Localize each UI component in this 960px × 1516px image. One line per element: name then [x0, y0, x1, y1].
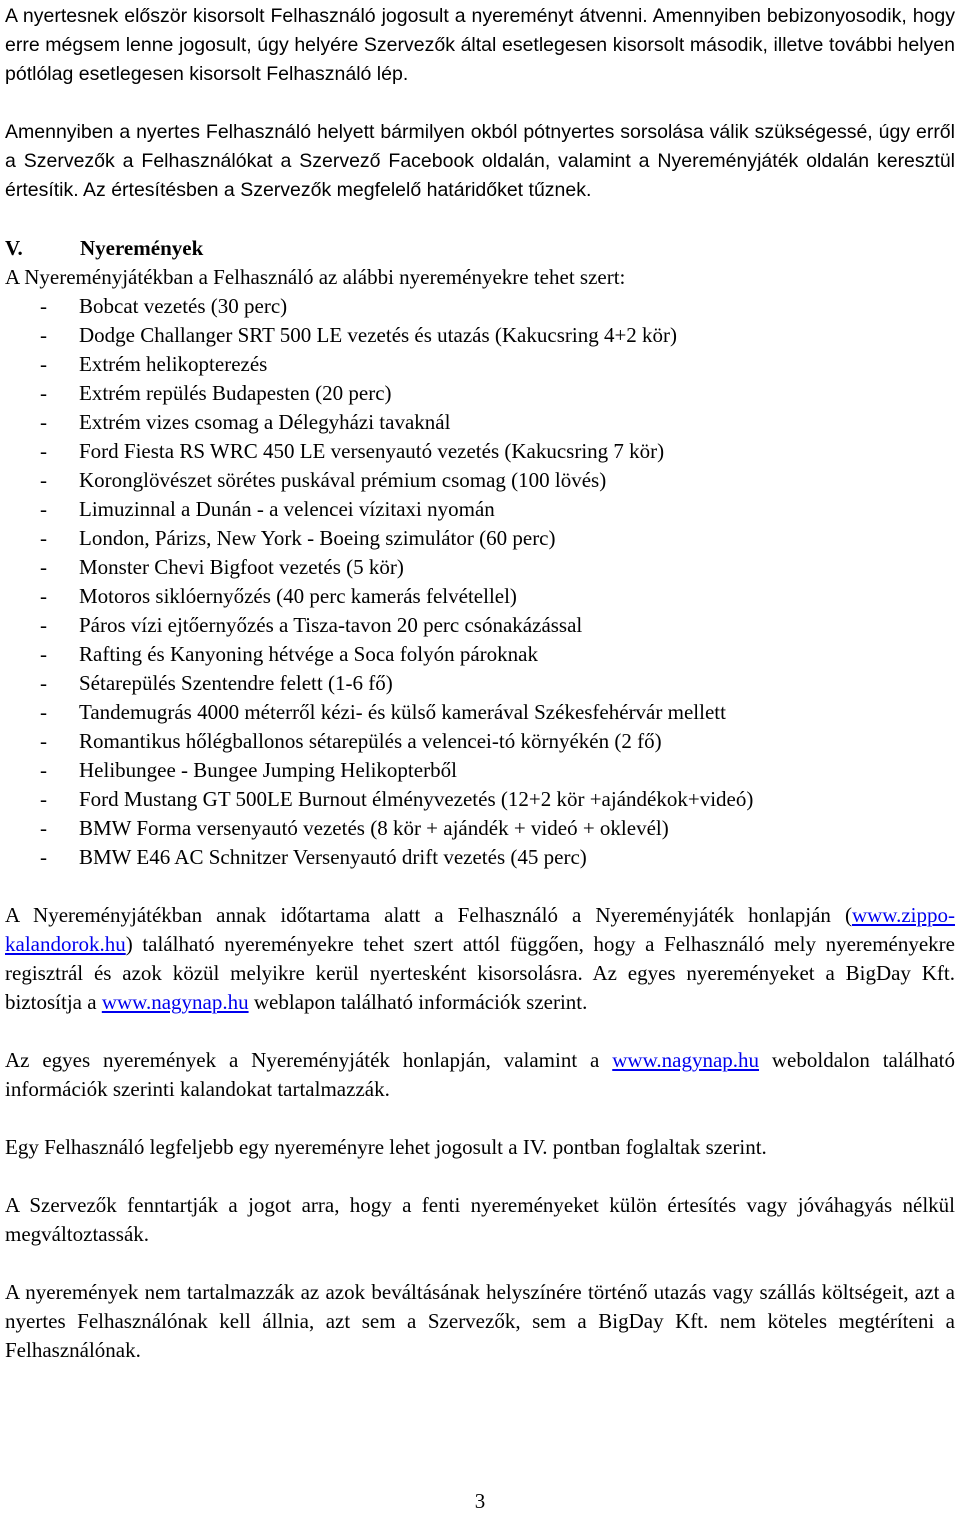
prize-label: Koronglövészet sörétes puskával prémium csomag (100 lövés) — [79, 468, 607, 492]
paragraph-one-prize-limit: Egy Felhasználó legfeljebb egy nyereményre lehet jogosult a IV. pontban foglaltak szerint. — [5, 1135, 767, 1159]
prize-item — [5, 843, 955, 872]
list-dash: - — [40, 845, 47, 869]
prize-item — [5, 553, 955, 582]
nagynap-link[interactable]: www.nagynap.hu — [612, 1048, 760, 1072]
prize-item — [5, 785, 955, 814]
list-dash: - — [40, 555, 47, 579]
prize-item — [5, 698, 955, 727]
spacer — [5, 89, 955, 118]
page-number: 3 — [474, 1489, 486, 1513]
spacer — [5, 872, 955, 901]
prize-label: Extrém helikopterezés — [79, 352, 268, 376]
prize-label: Romantikus hőlégballonos sétarepülés a velencei-tó környékén (2 fő) — [79, 729, 662, 753]
paragraph-winner-eligibility: A nyertesnek először kisorsolt Felhasználó jogosult a nyereményt átvenni. Amennyiben bebizonyosodik, hogy erre mégsem lenne jogosult, úgy helyére Szervezők által esetlegesen kisorsolt második, illetve további helyen pótlólag esetlegesen kisorsolt Felhasználó lép. — [5, 5, 955, 85]
spacer — [5, 205, 955, 234]
prize-label: Extrém repülés Budapesten (20 perc) — [79, 381, 392, 405]
prize-label: Sétarepülés Szentendre felett (1-6 fő) — [79, 671, 393, 695]
list-dash: - — [40, 497, 47, 521]
paragraph-adventures — [5, 1046, 955, 1104]
paragraph-prize-registration — [5, 901, 955, 1017]
section-heading — [5, 234, 955, 263]
prize-item — [5, 466, 955, 495]
prize-item — [5, 756, 955, 785]
paragraph-organizer-rights: A Szervezők fenntartják a jogot arra, hogy a fenti nyereményeket külön értesítés vagy jóváhagyás nélkül megváltoztassák. — [5, 1193, 955, 1246]
paragraph-travel-costs: A nyeremények nem tartalmazzák az azok beváltásának helyszínére történő utazás vagy szállás költségeit, azt a nyertes Felhasználónak kell állnia, azt sem a Szervezők, sem a BigDay Kft. nem köteles megtéríteni a Felhasználónak. — [5, 1280, 955, 1362]
list-dash: - — [40, 410, 47, 434]
prize-item — [5, 669, 955, 698]
list-dash: - — [40, 816, 47, 840]
prize-label: Dodge Challanger SRT 500 LE vezetés és utazás (Kakucsring 4+2 kör) — [79, 323, 678, 347]
prize-item — [5, 582, 955, 611]
paragraph-substitute-draw: Amennyiben a nyertes Felhasználó helyett bármilyen okból pótnyertes sorsolása válik szükségessé, úgy erről a Szervezők a Felhasználókat a Szervező Facebook oldalán, valamint a Nyereményjáték oldalán keresztül értesítik. Az értesítésben a Szervezők megfelelő határidőket tűznek. — [5, 121, 955, 201]
section-number: V. — [5, 236, 23, 260]
spacer — [5, 1162, 955, 1191]
list-dash: - — [40, 642, 47, 666]
list-dash: - — [40, 439, 47, 463]
prize-label: Rafting és Kanyoning hétvége a Soca folyón pároknak — [79, 642, 538, 666]
document-page — [5, 0, 955, 1365]
prize-item — [5, 321, 955, 350]
section-intro: A Nyereményjátékban a Felhasználó az alábbi nyereményekre tehet szert: — [5, 265, 626, 289]
list-dash: - — [40, 584, 47, 608]
prize-label: Monster Chevi Bigfoot vezetés (5 kör) — [79, 555, 404, 579]
prize-label: Extrém vizes csomag a Délegyházi tavaknál — [79, 410, 451, 434]
list-dash: - — [40, 323, 47, 347]
prize-label: Páros vízi ejtőernyőzés a Tisza-tavon 20 perc csónakázással — [79, 613, 583, 637]
text-segment: weblapon található információk szerint. — [248, 990, 588, 1014]
prize-list — [5, 292, 955, 872]
list-dash: - — [40, 700, 47, 724]
spacer — [5, 1017, 955, 1046]
prize-label: BMW E46 AC Schnitzer Versenyautó drift vezetés (45 perc) — [79, 845, 587, 869]
prize-item — [5, 727, 955, 756]
spacer — [5, 1104, 955, 1133]
prize-item — [5, 524, 955, 553]
list-dash: - — [40, 381, 47, 405]
prize-item — [5, 350, 955, 379]
prize-label: Tandemugrás 4000 méterről kézi- és külső kamerával Székesfehérvár mellett — [79, 700, 726, 724]
prize-label: London, Párizs, New York - Boeing szimulátor (60 perc) — [79, 526, 556, 550]
prize-item — [5, 640, 955, 669]
prize-item — [5, 495, 955, 524]
prize-label: Ford Fiesta RS WRC 450 LE versenyautó vezetés (Kakucsring 7 kör) — [79, 439, 665, 463]
prize-label: Ford Mustang GT 500LE Burnout élményvezetés (12+2 kör +ajándékok+videó) — [79, 787, 754, 811]
prize-label: Motoros siklóernyőzés (40 perc kamerás felvétellel) — [79, 584, 517, 608]
prize-item — [5, 611, 955, 640]
zippo-kalandorok-link[interactable]: www.zippo-kalandorok.hu — [5, 903, 955, 956]
prize-label: BMW Forma versenyautó vezetés (8 kör + ajándék + videó + oklevél) — [79, 816, 669, 840]
text-segment: Az egyes nyeremények a Nyereményjáték honlapján, valamint a — [5, 1048, 613, 1072]
spacer — [5, 1249, 955, 1278]
prize-label: Helibungee - Bungee Jumping Helikopterből — [79, 758, 457, 782]
prize-label: Limuzinnal a Dunán - a velencei vízitaxi nyomán — [79, 497, 495, 521]
list-dash: - — [40, 671, 47, 695]
prize-label: Bobcat vezetés (30 perc) — [79, 294, 288, 318]
text-segment: weboldalon található információk szerinti kalandokat tartalmazzák. — [5, 1048, 956, 1101]
prize-item — [5, 437, 955, 466]
text-segment: ) található nyereményekre tehet szert attól függően, hogy a Felhasználó mely nyereményekre regisztrál és azok közül melyikre kerül nyertesként kisorsolásra. Az egyes nyereményeket a BigDay Kft. biztosítja a — [5, 932, 955, 1014]
list-dash: - — [40, 613, 47, 637]
prize-item — [5, 814, 955, 843]
list-dash: - — [40, 787, 47, 811]
list-dash: - — [40, 758, 47, 782]
list-dash: - — [40, 526, 47, 550]
list-dash: - — [40, 294, 47, 318]
nagynap-link[interactable]: www.nagynap.hu — [101, 990, 249, 1014]
prize-item — [5, 379, 955, 408]
list-dash: - — [40, 729, 47, 753]
prize-item — [5, 408, 955, 437]
list-dash: - — [40, 468, 47, 492]
section-title: Nyeremények — [80, 236, 204, 260]
list-dash: - — [40, 352, 47, 376]
prize-item — [5, 292, 955, 321]
text-segment: A Nyereményjátékban annak időtartama alatt a Felhasználó a Nyereményjáték honlapján ( — [5, 903, 852, 927]
